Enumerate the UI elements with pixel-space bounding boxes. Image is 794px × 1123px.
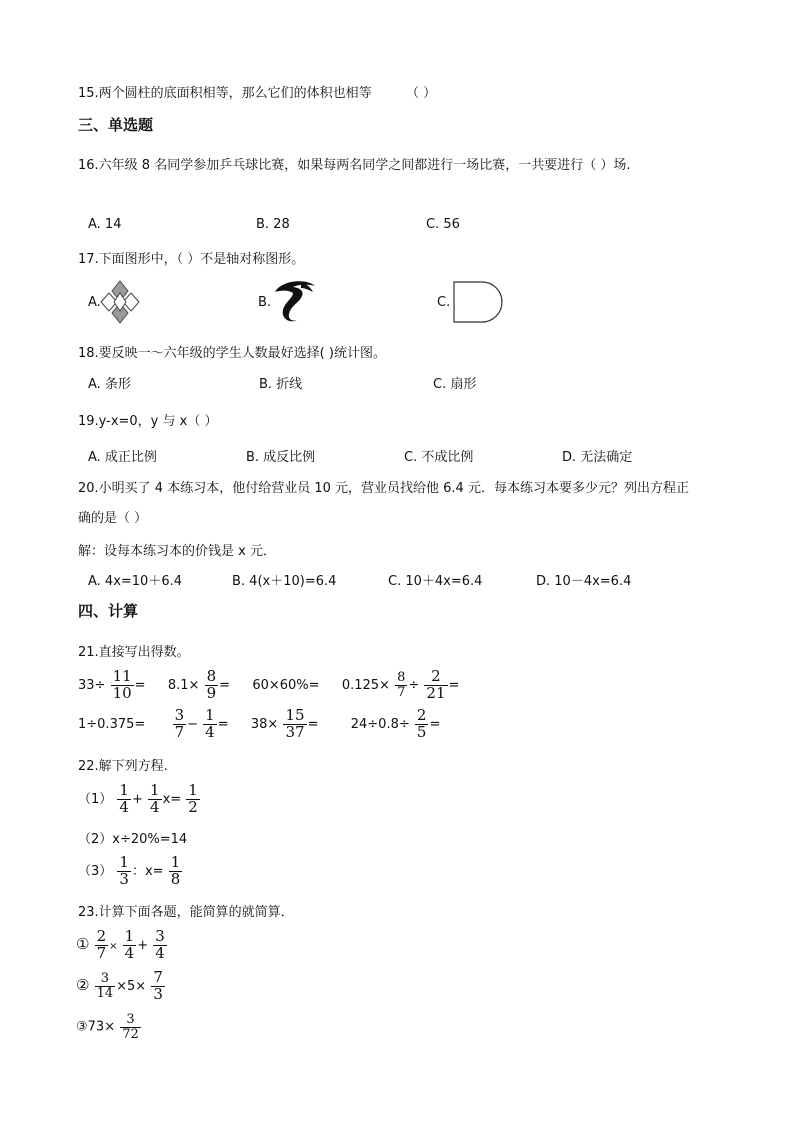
fraction: $\frac{2}{7}$ <box>96 927 107 962</box>
q22-equation-3 <box>78 855 183 888</box>
answer-blank: （ ） <box>405 86 437 101</box>
expr-text: ÷ <box>408 677 420 693</box>
q19-option-b[interactable]: B. 成反比例 <box>246 450 316 465</box>
fraction: $\frac{1}{4}$ <box>205 706 215 741</box>
question-20-line1: 20.小明买了 4 本练习本，他付给营业员 10 元，营业员找给他 6.4 元．每本练习本要多少元？列出方程正 <box>78 481 689 496</box>
q22-equation-2: （2）x÷20%=14 <box>78 832 188 847</box>
fraction: $\frac{3}{14}$ <box>96 971 114 1001</box>
fraction: $\frac{8}{7}$ <box>397 670 406 700</box>
q23-item-2 <box>76 970 166 1003</box>
q19-option-d[interactable]: D. 无法确定 <box>562 450 633 465</box>
fraction: $\frac{3}{4}$ <box>155 927 165 962</box>
expr-text: × <box>109 940 118 952</box>
question-22-text: 22.解下列方程. <box>78 759 168 774</box>
q17-option-c-label[interactable]: C. <box>437 295 451 310</box>
expr-text: + <box>137 937 149 953</box>
question-18-text: 18.要反映一～六年级的学生人数最好选择( )统计图。 <box>78 346 386 361</box>
fraction: $\frac{1}{4}$ <box>150 781 160 816</box>
expr-text: ：x= <box>131 863 164 879</box>
q23-item-3 <box>76 1013 142 1041</box>
q20-option-b[interactable]: B. 4(x＋10)=6.4 <box>232 574 337 589</box>
question-15-text: 15.两个圆柱的底面积相等，那么它们的体积也相等 <box>78 86 372 101</box>
fraction: $\frac{3}{7}$ <box>174 706 185 741</box>
fraction: $\frac{1}{4}$ <box>119 781 129 816</box>
q16-option-a[interactable]: A. 14 <box>88 217 122 232</box>
q18-option-a[interactable]: A. 条形 <box>88 377 131 392</box>
fraction: $\frac{8}{9}$ <box>206 667 217 702</box>
fraction: $\frac{2}{5}$ <box>416 706 427 741</box>
item-label: （3） <box>78 863 113 879</box>
fraction: $\frac{1}{4}$ <box>124 927 135 962</box>
item-label: ③73× <box>76 1019 116 1035</box>
q23-item-1 <box>76 929 168 962</box>
q20-option-d[interactable]: D. 10－4x=6.4 <box>536 574 632 589</box>
question-21-text: 21.直接写出得数。 <box>78 645 190 660</box>
diamond-pattern-figure[interactable] <box>100 279 140 325</box>
expr-text: + <box>131 791 143 807</box>
q22-equation-1 <box>78 783 201 816</box>
question-23-text: 23.计算下面各题，能简算的就简算． <box>78 905 294 920</box>
q16-option-b[interactable]: B. 28 <box>256 217 290 232</box>
question-15 <box>78 82 436 101</box>
expr-text: 8.1× <box>167 677 200 693</box>
fraction: $\frac{11}{10}$ <box>112 667 132 702</box>
expr-text: = <box>429 716 441 732</box>
d-shape-figure[interactable] <box>452 280 506 324</box>
fraction: $\frac{1}{8}$ <box>170 853 181 888</box>
q18-option-b[interactable]: B. 折线 <box>259 377 303 392</box>
expr-text: = <box>217 716 229 732</box>
fraction: $\frac{2}{21}$ <box>426 667 446 702</box>
telecom-logo-figure[interactable] <box>271 276 319 324</box>
expr-text: 24÷0.8÷ <box>350 716 410 732</box>
expr-text: 33÷ <box>78 677 106 693</box>
question-17-text: 17.下面图形中，（ ）不是轴对称图形。 <box>78 252 305 267</box>
item-label: ① <box>76 934 90 953</box>
section-heading-calculation: 四、计算 <box>78 602 139 620</box>
fraction: $\frac{1}{2}$ <box>188 781 198 816</box>
expr-text: 0.125× <box>341 677 390 693</box>
question-20-solve-text: 解：设每本练习本的价钱是 x 元． <box>78 544 276 559</box>
fraction: $\frac{1}{3}$ <box>119 853 129 888</box>
item-label: （1） <box>78 791 113 807</box>
q21-row-1 <box>78 669 459 702</box>
expr-text: = <box>219 677 231 693</box>
q19-option-c[interactable]: C. 不成比例 <box>404 450 474 465</box>
q19-option-a[interactable]: A. 成正比例 <box>88 450 157 465</box>
section-heading-single-choice: 三、单选题 <box>78 116 154 134</box>
expr-text: = <box>448 677 460 693</box>
q16-option-c[interactable]: C. 56 <box>426 217 460 232</box>
question-16-text: 16.六年级 8 名同学参加乒乓球比赛，如果每两名同学之间都进行一场比赛，一共要进行（ ）场. <box>78 158 631 173</box>
expr-text: 38× <box>250 716 279 732</box>
expr-text: 1÷0.375= <box>78 716 146 732</box>
expr-text: − <box>187 716 199 732</box>
q17-option-a-label[interactable]: A. <box>88 295 101 310</box>
expr-text: = <box>307 716 319 732</box>
expr-text: x= <box>162 791 182 807</box>
q20-option-c[interactable]: C. 10＋4x=6.4 <box>388 574 483 589</box>
expr-text: ×5× <box>116 978 147 994</box>
question-20-line2: 确的是（ ） <box>78 511 148 526</box>
item-label: ② <box>76 975 90 994</box>
question-19-text: 19.y-x=0，y 与 x（ ） <box>78 414 218 429</box>
fraction: $\frac{3}{72}$ <box>122 1012 139 1042</box>
fraction: $\frac{15}{37}$ <box>285 706 305 741</box>
q18-option-c[interactable]: C. 扇形 <box>433 377 477 392</box>
q20-option-a[interactable]: A. 4x=10＋6.4 <box>88 574 183 589</box>
q21-row-2 <box>78 708 440 741</box>
q17-option-b-label[interactable]: B. <box>258 295 272 310</box>
fraction: $\frac{7}{3}$ <box>153 968 163 1003</box>
expr-text: = <box>134 677 146 693</box>
expr-text: 60×60%= <box>252 677 320 693</box>
